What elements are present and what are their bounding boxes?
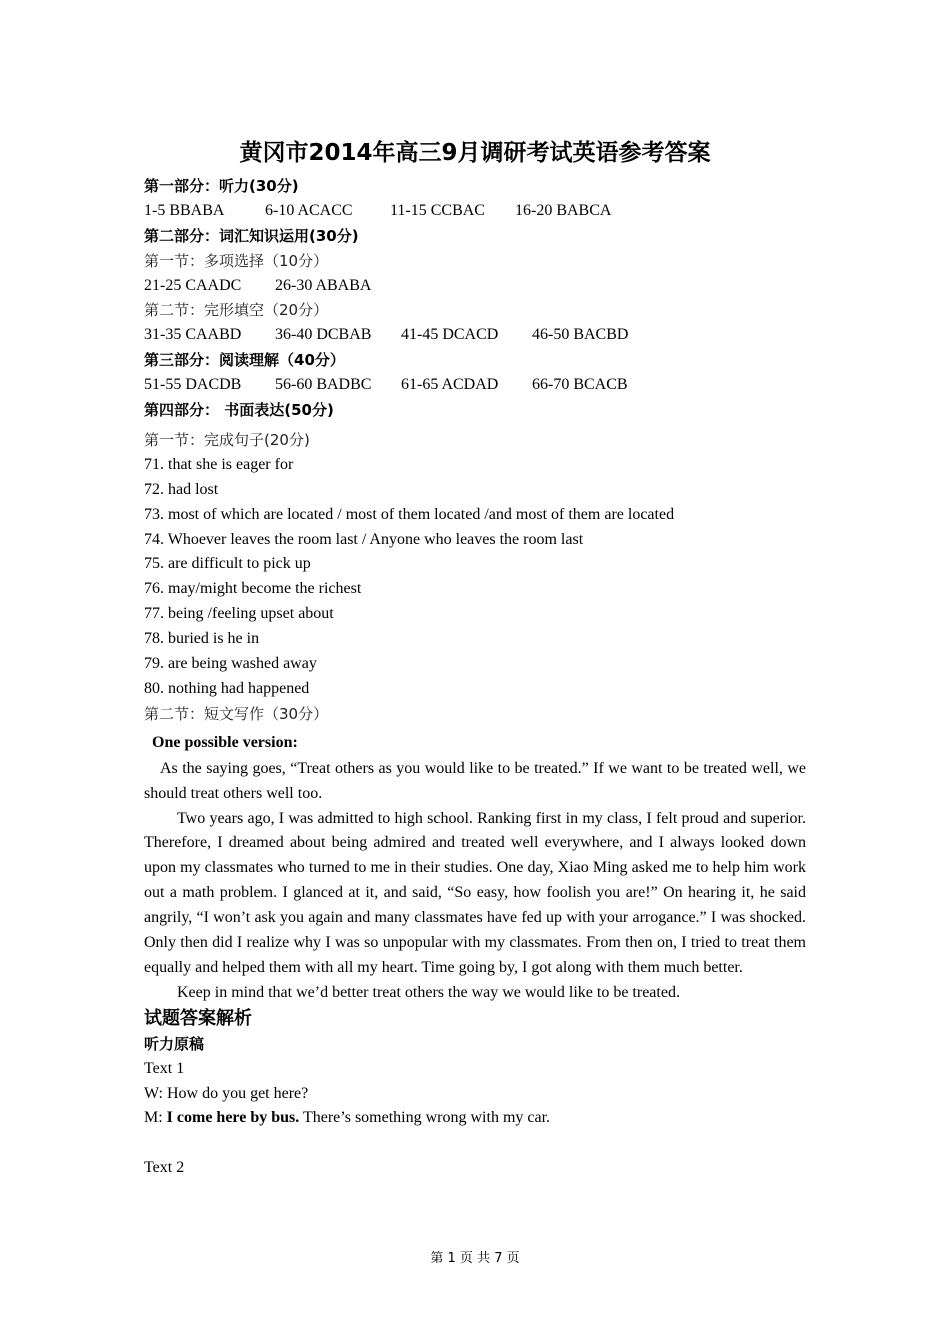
document-body xyxy=(144,174,806,1181)
essay-paragraph: Two years ago, I was admitted to high school. Ranking first in my class, I felt proud and superior. Therefore, I dreamed about being admired and treated well everywhere, and I always looked down upon my classmates who turned to me in their studies. One day, Xiao Ming asked me to help him work out a math problem. I glanced at it, and said, “So easy, how foolish you are!” On hearing it, he said angrily, “I won’t ask you again and many classmates have fed up with your arrogance.” I was shocked. Only then did I realize why I was so unpopular with my classmates. From then on, I tried to treat them equally and helped them with all my heart. Time going by, I got along with them much better. xyxy=(144,809,806,976)
text1-woman-line: W: How do you get here? xyxy=(144,1084,309,1102)
sentence-answer: 73. most of which are located / most of them located /and most of them are located xyxy=(144,505,675,523)
answer-group: 36-40 DCBAB xyxy=(275,326,372,344)
answer-group: 11-15 CCBAC xyxy=(390,201,485,219)
part2-section2-answers xyxy=(144,323,806,348)
page-title: 黄冈市2014年高三9月调研考试英语参考答案 xyxy=(239,140,711,166)
answer-group: 66-70 BCACB xyxy=(532,376,628,394)
sentence-answer: 71. that she is eager for xyxy=(144,455,294,473)
part1-answers xyxy=(144,199,806,224)
sentence-answer: 72. had lost xyxy=(144,480,219,498)
sentence-answer: 75. are difficult to pick up xyxy=(144,555,311,573)
sentence-answer: 79. are being washed away xyxy=(144,655,317,673)
sentence-answer: 76. may/might become the richest xyxy=(144,580,362,598)
part3-heading: 第三部分：阅读理解（40分） xyxy=(144,351,345,370)
speaker-prefix: M: xyxy=(144,1109,167,1127)
spacer xyxy=(144,1131,806,1156)
part4-section1-heading: 第一节：完成句子(20分) xyxy=(144,430,310,449)
part2-section1-heading: 第一节：多项选择（10分） xyxy=(144,251,329,270)
answer-group: 1-5 BBABA xyxy=(144,201,225,219)
answer-highlight: I come here by bus. xyxy=(166,1109,300,1127)
part3-answers xyxy=(144,373,806,398)
answer-group: 41-45 DCACD xyxy=(401,326,499,344)
sentence-answer: 77. being /feeling upset about xyxy=(144,605,334,623)
sentence-answer: 78. buried is he in xyxy=(144,630,260,648)
page-footer: 第 1 页 共 7 页 xyxy=(430,1251,520,1266)
answer-group: 31-35 CAABD xyxy=(144,326,242,344)
line-rest: There’s something wrong with my car. xyxy=(299,1109,551,1127)
text1-label: Text 1 xyxy=(144,1059,185,1077)
part2-section1-answers xyxy=(144,274,806,299)
answer-group: 21-25 CAADC xyxy=(144,276,242,294)
answer-group: 51-55 DACDB xyxy=(144,376,242,394)
part4-heading: 第四部分： 书面表达(50分) xyxy=(144,401,334,420)
listening-transcript-heading: 听力原稿 xyxy=(144,1034,205,1053)
part4-section2-heading: 第二节：短文写作（30分） xyxy=(144,704,329,723)
text1-man-line xyxy=(144,1106,806,1131)
answer-group: 26-30 ABABA xyxy=(275,276,372,294)
answer-group: 46-50 BACBD xyxy=(532,326,629,344)
answer-group: 6-10 ACACC xyxy=(265,201,353,219)
answer-group: 61-65 ACDAD xyxy=(401,376,499,394)
text2-label: Text 2 xyxy=(144,1159,185,1177)
answer-group: 56-60 BADBC xyxy=(275,376,372,394)
analysis-heading: 试题答案解析 xyxy=(144,1007,252,1029)
part2-heading: 第二部分：词汇知识运用(30分) xyxy=(144,226,359,245)
sentence-answer: 74. Whoever leaves the room last / Anyone who leaves the room last xyxy=(144,530,584,548)
part1-heading: 第一部分：听力(30分) xyxy=(144,177,299,195)
version-label: One possible version: xyxy=(152,733,298,751)
sentence-answer: 80. nothing had happened xyxy=(144,679,310,697)
essay-paragraph: Keep in mind that we’d better treat others the way we would like to be treated. xyxy=(177,983,680,1001)
part2-section2-heading: 第二节：完形填空（20分） xyxy=(144,301,329,320)
sample-essay xyxy=(144,757,806,1006)
essay-paragraph: As the saying goes, “Treat others as you would like to be treated.” If we want to be treated well, we should treat others well too. xyxy=(144,759,806,802)
answer-group: 16-20 BABCA xyxy=(515,201,612,219)
